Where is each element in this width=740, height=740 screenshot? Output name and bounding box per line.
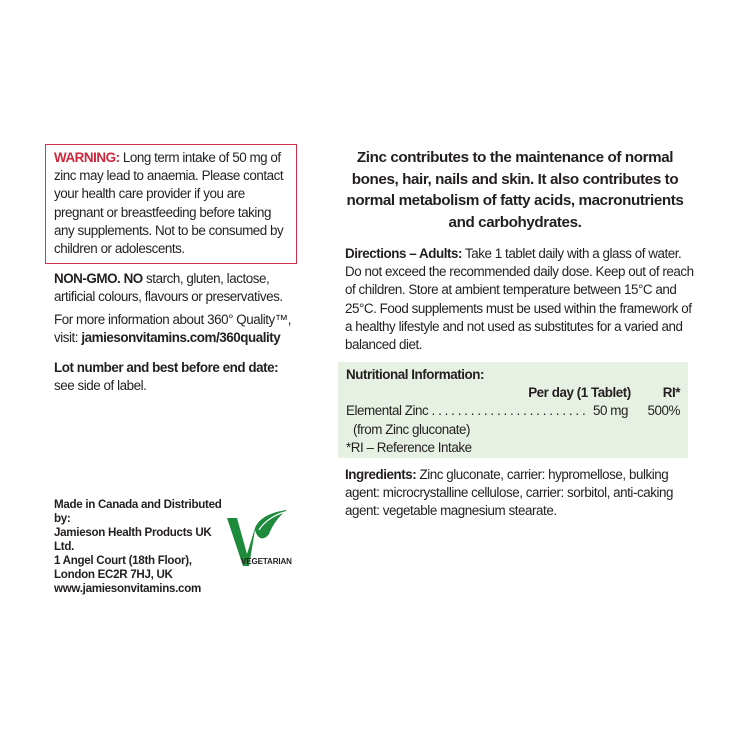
lot-info <box>54 359 304 395</box>
nutrition-title: Nutritional Information: <box>346 367 484 382</box>
distributor-line: www.jamiesonvitamins.com <box>54 582 202 595</box>
nutrition-row <box>346 402 688 420</box>
non-gmo-label: NON-GMO. NO <box>54 271 143 286</box>
distributor-info <box>54 498 234 596</box>
warning-text: Long term intake of 50 mg of zinc may lead to anaemia. Please contact your health care provider if you are pregnant or breastfeeding before taking any supplements. Not to be consumed by children or adolescents. <box>54 150 284 257</box>
nutrient-name: Elemental Zinc . . . . . . . . . . . . . . . . . . . . . . . . <box>346 403 586 419</box>
distributor-line: Made in Canada and Distributed by: <box>54 498 222 525</box>
non-gmo-statement <box>54 270 304 306</box>
ri-header: RI* <box>662 385 680 401</box>
nutrient-ri: 500% <box>647 403 680 419</box>
nutrition-panel <box>338 362 688 458</box>
lot-text: see side of label. <box>54 378 147 394</box>
health-claim: Zinc contributes to the maintenance of normal bones, hair, nails and skin. It also contributes to normal metabolism of fatty acids, macronutrients and carbohydrates. <box>346 149 684 231</box>
more-info <box>54 311 304 347</box>
non-gmo-text: starch, gluten, lactose, artificial colours, flavours or preservatives. <box>54 271 283 305</box>
directions <box>345 245 695 354</box>
distributor-line: Jamieson Health Products UK Ltd. <box>54 526 212 553</box>
distributor-line: London EC2R 7HJ, UK <box>54 568 173 581</box>
nutrient-source: (from Zinc gluconate) <box>353 421 471 437</box>
ingredients-text: Zinc gluconate, carrier: hypromellose, bulking agent: microcrystalline cellulose, carrier: sorbitol, anti-caking agent: vegetable magnesium stearate. <box>345 467 673 519</box>
nutrient-amount: 50 mg <box>593 403 628 419</box>
warning-box <box>45 144 297 264</box>
nutrition-footnote: *RI – Reference Intake <box>346 439 472 455</box>
directions-text: Take 1 tablet daily with a glass of water. Do not exceed the recommended daily dose. Keep out of reach of children. Store at ambient temperature between 15°C and 25°C. Food supplements must be used within the framework of a healthy lifestyle and not used as substitutes for a varied and balanced diet. <box>345 246 694 353</box>
vegetarian-label: VEGETARIAN <box>241 557 292 566</box>
ingredients-label: Ingredients: <box>345 467 417 482</box>
ingredients <box>345 466 695 521</box>
distributor-line: 1 Angel Court (18th Floor), <box>54 554 192 567</box>
directions-label: Directions – Adults: <box>345 246 462 261</box>
more-info-text: For more information about 360° Quality™, visit: <box>54 312 291 346</box>
vegetarian-logo <box>225 508 300 570</box>
quality-link[interactable]: jamiesonvitamins.com/360quality <box>81 330 281 346</box>
warning-label: WARNING: <box>54 150 120 165</box>
nutrition-header <box>346 384 688 402</box>
lot-label: Lot number and best before end date: <box>54 360 279 375</box>
per-day-header: Per day (1 Tablet) <box>528 385 631 401</box>
